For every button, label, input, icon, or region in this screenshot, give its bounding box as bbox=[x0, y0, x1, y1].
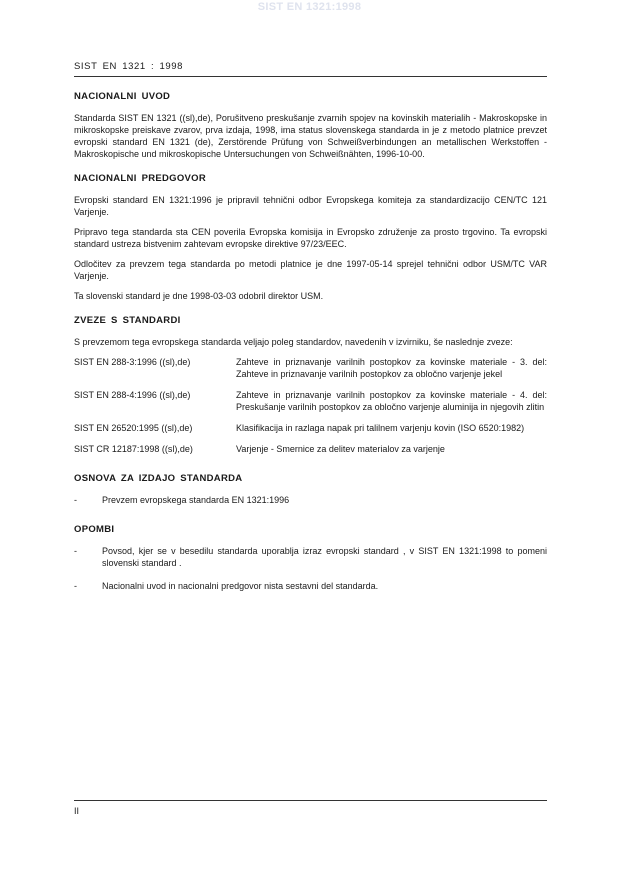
reference-code: SIST EN 26520:1995 ((sl),de) bbox=[74, 423, 193, 433]
reference-description: Varjenje - Smernice za delitev materialov za varjenje bbox=[236, 444, 445, 454]
reference-code: SIST EN 288-3:1996 ((sl),de) bbox=[74, 357, 191, 367]
section-nacionalni-predgovor bbox=[74, 173, 547, 302]
list-item-text: Povsod, kjer se v besedilu standarda uporablja izraz evropski standard , v SIST EN 1321:1998 to pomeni slovenski standard . bbox=[102, 546, 547, 568]
paragraph: S prevzemom tega evropskega standarda veljajo poleg standardov, navedenih v izvirniku, še naslednje zveze: bbox=[74, 337, 513, 347]
list-item-text: Prevzem evropskega standarda EN 1321:1996 bbox=[102, 495, 290, 505]
paragraph: Evropski standard EN 1321:1996 je pripravil tehnični odbor Evropskega komiteja za standardizacijo CEN/TC 121 Varjenje. bbox=[74, 195, 547, 217]
standard-reference bbox=[74, 443, 547, 455]
section-osnova-za-izdajo bbox=[74, 473, 547, 506]
watermark: SIST EN 1321:1998 bbox=[257, 1, 362, 13]
document-body bbox=[74, 91, 547, 605]
page-number: II bbox=[74, 806, 80, 816]
paragraph: Pripravo tega standarda sta CEN poverila Evropska komisija in Evropsko združenje za prosto trgovino. Ta evropski standard ustreza bistvenim zahtevam evropske direktive 97/23/EEC. bbox=[74, 227, 547, 249]
standard-reference bbox=[74, 389, 547, 413]
paragraph: Ta slovenski standard je dne 1998-03-03 odobril direktor USM. bbox=[74, 291, 324, 301]
reference-code: SIST CR 12187:1998 ((sl),de) bbox=[74, 444, 193, 454]
section-opombi bbox=[74, 524, 547, 592]
list-item bbox=[74, 494, 547, 506]
standard-reference bbox=[74, 356, 547, 380]
reference-description: Klasifikacija in razlaga napak pri talilnem varjenju kovin (ISO 6520:1982) bbox=[236, 423, 525, 433]
header-standard-code: SIST EN 1321 : 1998 bbox=[74, 61, 184, 72]
reference-description: Zahteve in priznavanje varilnih postopkov za kovinske materiale - 4. del: Preskušanje varilnih postopkov za obločno varjenje aluminija in njegovih zlitin bbox=[236, 390, 547, 412]
header-divider bbox=[74, 76, 547, 77]
paragraph: Odločitev za prevzem tega standarda po metodi platnice je dne 1997-05-14 sprejel tehnični odbor USM/TC VAR Varjenje. bbox=[74, 259, 547, 281]
section-title: OSNOVA ZA IZDAJO STANDARDA bbox=[74, 473, 243, 484]
list-item-text: Nacionalni uvod in nacionalni predgovor nista sestavni del standarda. bbox=[102, 581, 379, 591]
list-item bbox=[74, 545, 547, 569]
section-nacionalni-uvod bbox=[74, 91, 547, 160]
list-item bbox=[74, 580, 547, 592]
reference-description: Zahteve in priznavanje varilnih postopkov za kovinske materiale - 3. del: Zahteve in priznavanje varilnih postopkov za obločno varjenje jekel bbox=[236, 357, 547, 379]
standard-reference bbox=[74, 422, 547, 434]
reference-code: SIST EN 288-4:1996 ((sl),de) bbox=[74, 390, 191, 400]
section-title: NACIONALNI PREDGOVOR bbox=[74, 173, 207, 184]
footer-divider bbox=[74, 800, 547, 801]
section-title: ZVEZE S STANDARDI bbox=[74, 315, 181, 326]
section-title: OPOMBI bbox=[74, 524, 115, 535]
bullet-dash: - bbox=[74, 495, 77, 505]
bullet-dash: - bbox=[74, 581, 77, 591]
paragraph: Standarda SIST EN 1321 ((sl),de), Porušitveno preskušanje zvarnih spojev na kovinskih materialih - Makroskopske in mikroskopske preiskave zvarov, prva izdaja, 1998, ima status slovenskega standarda in je z metodo platnice prevzet evropski standard EN 1321 (de), Zerstörende Prüfung von Schweißverbindungen an metallischen Werkstoffen - Makroskopische und mikroskopische Untersuchungen von Schweißnähten, 1996-10-00. bbox=[74, 113, 547, 159]
section-zveze-s-standardi bbox=[74, 315, 547, 455]
section-title: NACIONALNI UVOD bbox=[74, 91, 171, 102]
bullet-dash: - bbox=[74, 546, 77, 556]
